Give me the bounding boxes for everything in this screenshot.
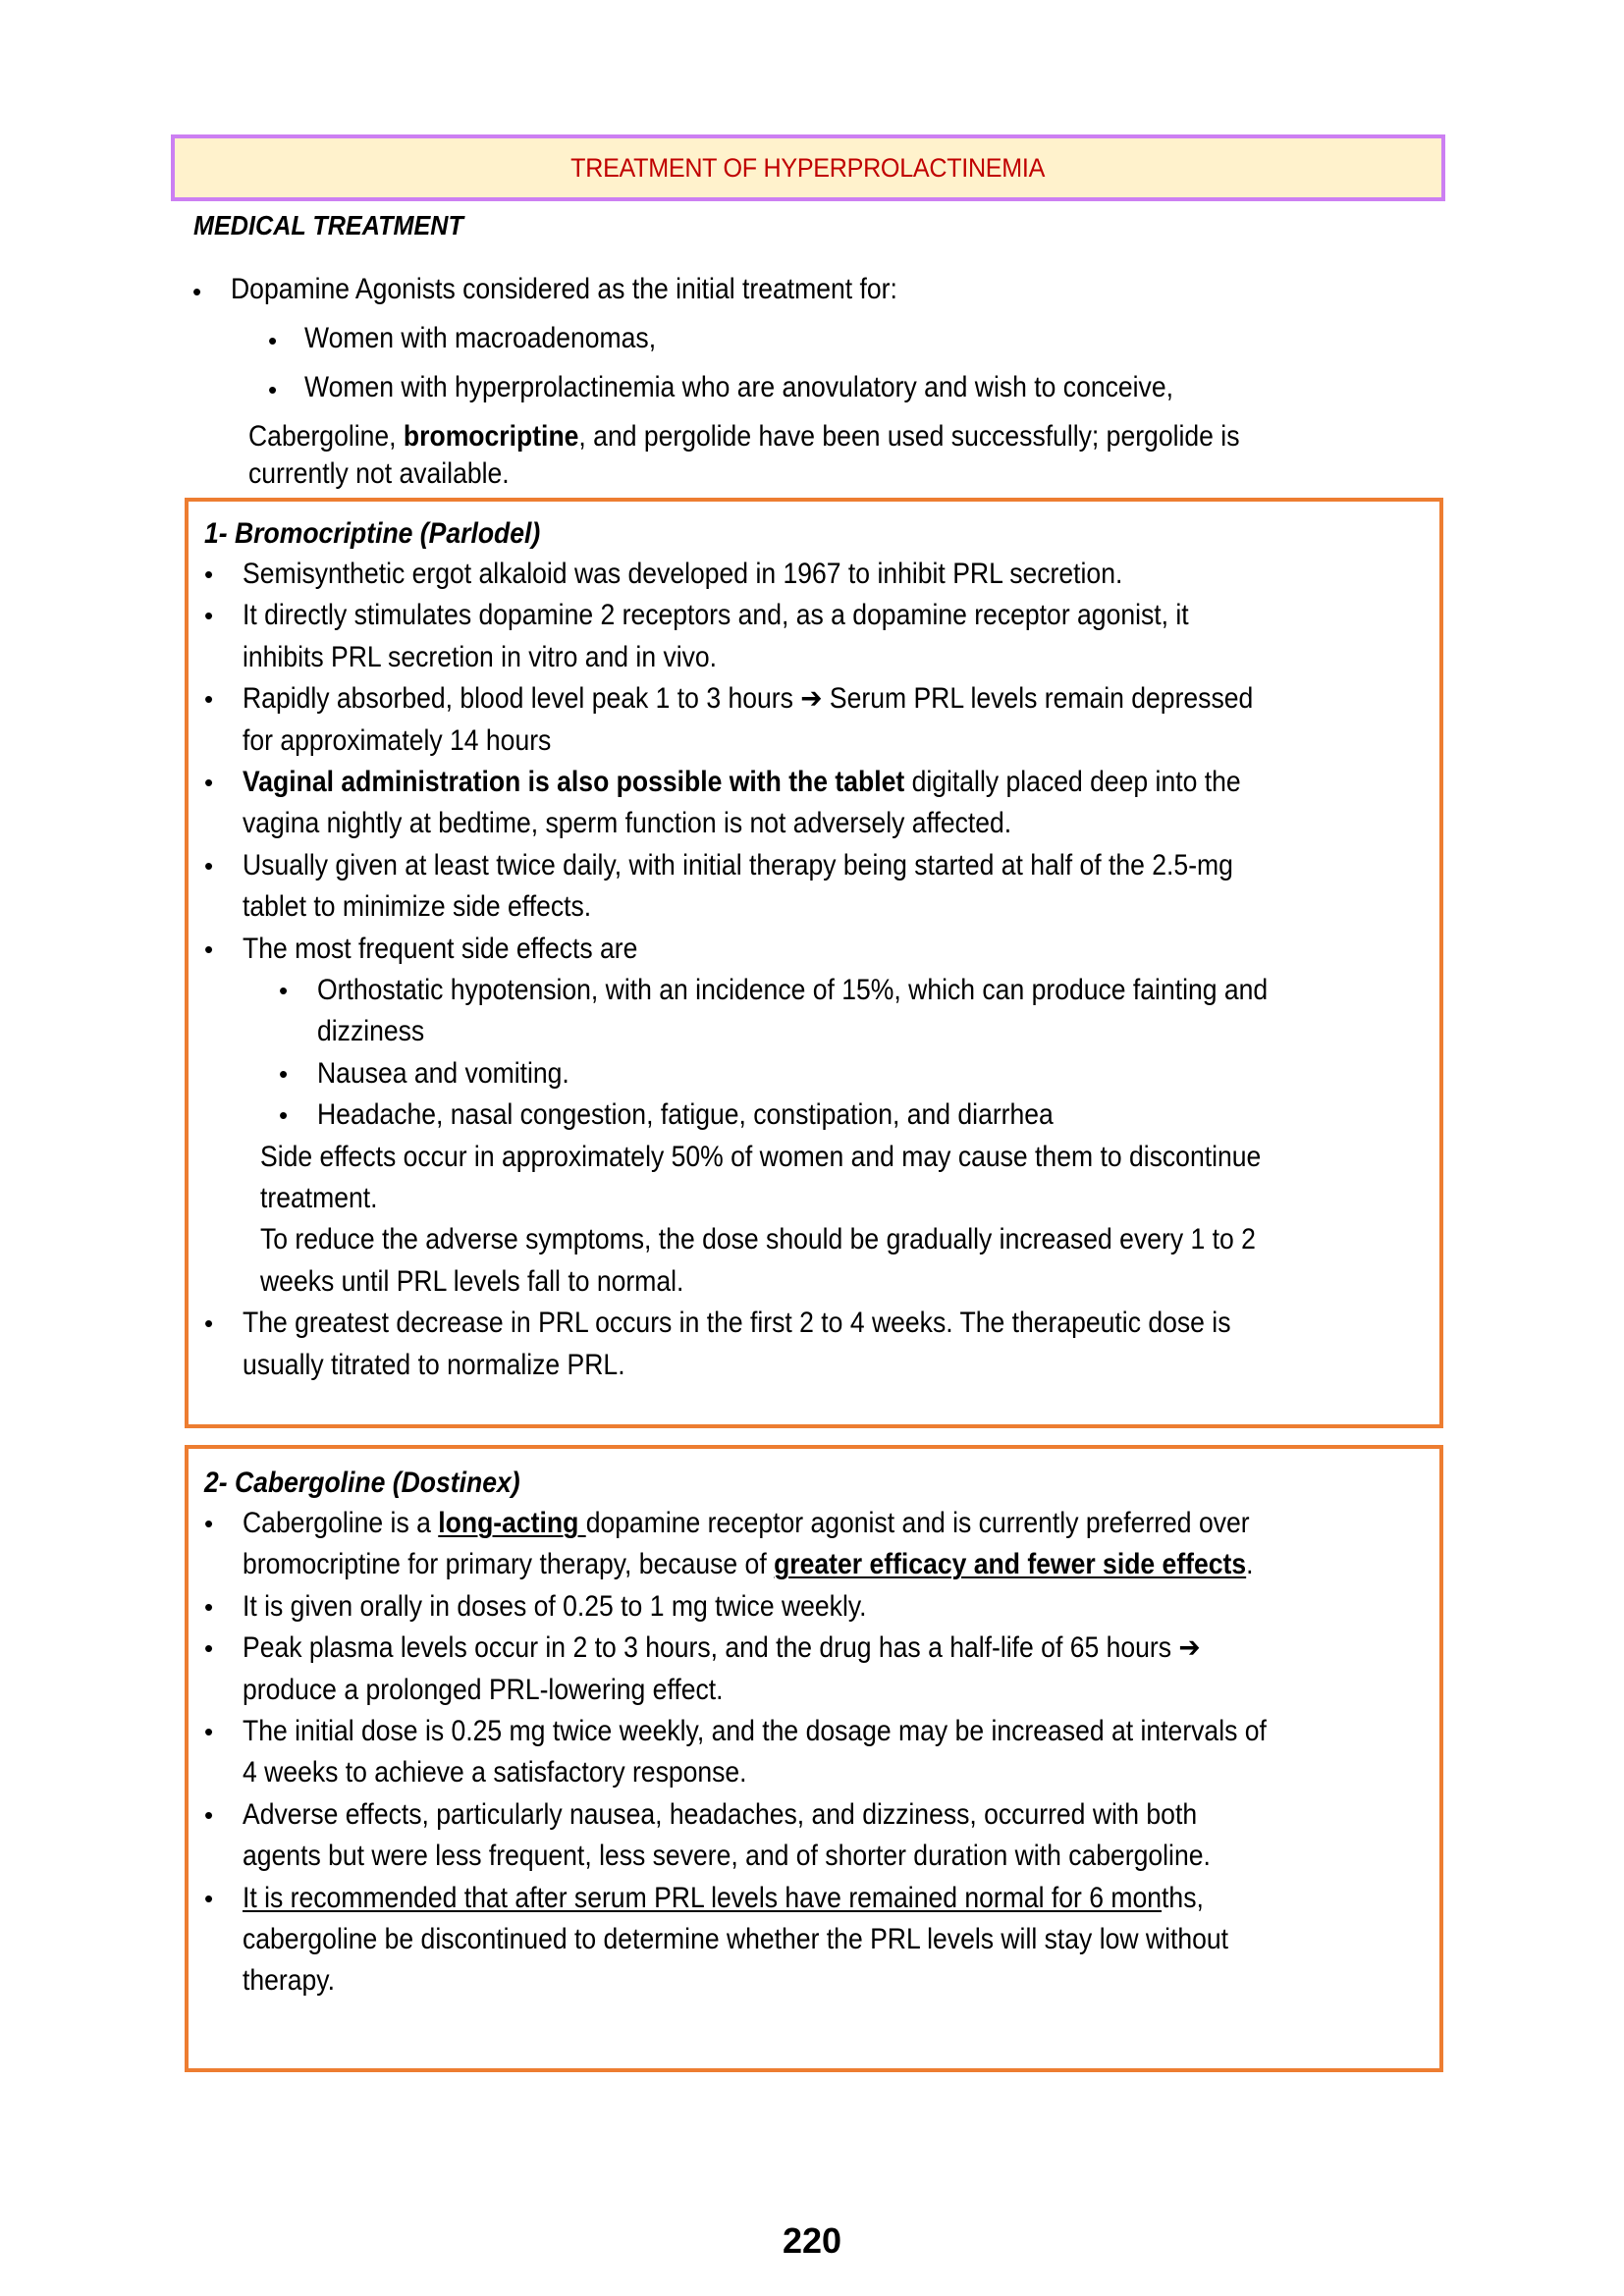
bullet-icon: • bbox=[204, 768, 214, 797]
box2-line bbox=[243, 1673, 724, 1706]
box2-line bbox=[243, 1550, 1254, 1579]
text-run: Cabergoline is a bbox=[243, 1507, 439, 1539]
text-run: therapy. bbox=[243, 1964, 335, 1998]
text-run: agents but were less frequent, less severe, and of shorter duration with cabergoline. bbox=[243, 1840, 1211, 1873]
text-run: Dopamine Agonists considered as the initial treatment for: bbox=[231, 273, 897, 305]
box2-line bbox=[243, 1509, 1250, 1538]
box2-line bbox=[243, 1758, 747, 1788]
text-run: Serum PRL levels remain depressed bbox=[822, 682, 1254, 716]
text-run: The most frequent side effects are bbox=[243, 932, 638, 965]
text-run: , and pergolide have been used successfully; pergolide is bbox=[578, 420, 1240, 453]
text-run: Rapidly absorbed, blood level peak 1 to 3 hours bbox=[243, 682, 801, 716]
box1-line bbox=[243, 848, 1233, 881]
box1-line bbox=[260, 1140, 1262, 1173]
page-number: 220 bbox=[782, 2220, 842, 2261]
intro-bullet bbox=[231, 275, 897, 304]
text-run: ➔ bbox=[1178, 1631, 1201, 1665]
cabergoline-title: 2- Cabergoline (Dostinex) bbox=[204, 1467, 520, 1499]
bullet-icon: • bbox=[268, 326, 278, 355]
text-run: Nausea and vomiting. bbox=[317, 1056, 569, 1090]
text-run: digitally placed deep into the bbox=[904, 766, 1241, 798]
text-run: The initial dose is 0.25 mg twice weekly, and the dosage may be increased at intervals of bbox=[243, 1715, 1267, 1747]
box1-line bbox=[243, 809, 1011, 838]
section-heading: MEDICAL TREATMENT bbox=[193, 210, 463, 240]
text-run: Usually given at least twice daily, with initial therapy being started at half of the 2.5-mg bbox=[243, 848, 1233, 881]
text-run: tablet to minimize side effects. bbox=[243, 890, 592, 924]
bullet-icon: • bbox=[204, 601, 214, 631]
box1-line bbox=[243, 684, 1253, 714]
bullet-icon: • bbox=[204, 850, 214, 881]
box2-line bbox=[243, 1633, 1201, 1663]
text-run: Side effects occur in approximately 50% of women and may cause them to discontinue bbox=[260, 1140, 1262, 1173]
text-run: currently not available. bbox=[248, 457, 510, 490]
box1-line bbox=[317, 976, 1268, 1005]
box1-line bbox=[243, 768, 1241, 797]
box2-line bbox=[243, 1966, 335, 1996]
text-run: Semisynthetic ergot alkaloid was developed in 1967 to inhibit PRL secretion. bbox=[243, 558, 1123, 590]
box1-line bbox=[243, 934, 637, 964]
text-run: ths, bbox=[1162, 1881, 1204, 1914]
text-run: Women with hyperprolactinemia who are anovulatory and wish to conceive, bbox=[304, 371, 1173, 403]
box2-line bbox=[243, 1797, 1198, 1831]
box1-line bbox=[243, 640, 718, 673]
box1-line bbox=[243, 1348, 625, 1381]
text-run: treatment. bbox=[260, 1182, 378, 1214]
box1-line bbox=[260, 1225, 1256, 1255]
bullet-icon: • bbox=[204, 1717, 214, 1746]
page-title: TREATMENT OF HYPERPROLACTINEMIA bbox=[570, 152, 1046, 183]
box2-line bbox=[243, 1717, 1267, 1746]
text-run: usually titrated to normalize PRL. bbox=[243, 1348, 625, 1381]
text-run: bromocriptine bbox=[403, 420, 579, 453]
box2-line bbox=[243, 1842, 1211, 1871]
box1-line bbox=[243, 1308, 1230, 1338]
bullet-icon: • bbox=[204, 1883, 214, 1913]
bullet-icon: • bbox=[204, 934, 214, 964]
text-run: ➔ bbox=[800, 682, 823, 716]
text-run: for approximately 14 hours bbox=[243, 723, 552, 757]
text-run: To reduce the adverse symptoms, the dose should be gradually increased every 1 to 2 bbox=[260, 1223, 1256, 1256]
text-run: Headache, nasal congestion, fatigue, constipation, and diarrhea bbox=[317, 1098, 1054, 1132]
box2-line bbox=[243, 1881, 1204, 1914]
text-run: dizziness bbox=[317, 1015, 425, 1048]
box1-line bbox=[243, 723, 552, 757]
text-run: cabergoline be discontinued to determine whether the PRL levels will stay low without bbox=[243, 1923, 1229, 1955]
bullet-icon: • bbox=[204, 560, 214, 589]
text-run: Cabergoline, bbox=[248, 420, 404, 453]
box1-line bbox=[243, 892, 591, 922]
text-run: Vaginal administration is also possible with the tablet bbox=[243, 766, 905, 798]
bullet-icon: • bbox=[279, 1058, 289, 1089]
box1-line bbox=[260, 1264, 684, 1298]
bullet-icon: • bbox=[204, 684, 214, 715]
bullet-icon: • bbox=[268, 375, 278, 404]
box1-line bbox=[317, 1017, 424, 1046]
bullet-icon: • bbox=[204, 1799, 214, 1830]
text-run: It is given orally in doses of 0.25 to 1 mg twice weekly. bbox=[243, 1589, 867, 1623]
box1-line bbox=[260, 1184, 378, 1213]
text-run: weeks until PRL levels fall to normal. bbox=[260, 1264, 684, 1298]
text-run: bromocriptine for primary therapy, because of bbox=[243, 1548, 775, 1581]
box1-line bbox=[243, 560, 1122, 589]
bullet-icon: • bbox=[204, 1308, 214, 1339]
intro-note-line bbox=[248, 422, 1239, 452]
bullet-icon: • bbox=[279, 1100, 289, 1131]
text-run: produce a prolonged PRL-lowering effect. bbox=[243, 1673, 724, 1706]
text-run: . bbox=[1246, 1548, 1254, 1581]
intro-sub-bullet bbox=[304, 324, 656, 353]
text-run: It is recommended that after serum PRL levels have remained normal for 6 mon bbox=[243, 1881, 1163, 1914]
bullet-icon: • bbox=[279, 976, 289, 1005]
bullet-icon: • bbox=[204, 1633, 214, 1664]
text-run: Adverse effects, particularly nausea, headaches, and dizziness, occurred with both bbox=[243, 1797, 1198, 1831]
box1-line bbox=[317, 1100, 1054, 1130]
text-run: 4 weeks to achieve a satisfactory response. bbox=[243, 1756, 747, 1789]
text-run: vagina nightly at bedtime, sperm function is not adversely affected. bbox=[243, 807, 1012, 840]
bullet-icon: • bbox=[204, 1509, 214, 1538]
bullet-icon: • bbox=[204, 1591, 214, 1622]
text-run: It directly stimulates dopamine 2 receptors and, as a dopamine receptor agonist, it bbox=[243, 599, 1189, 632]
intro-note-line bbox=[248, 459, 510, 489]
box2-line bbox=[243, 1589, 867, 1623]
box1-line bbox=[317, 1056, 569, 1090]
text-run: greater efficacy and fewer side effects bbox=[774, 1548, 1247, 1581]
box1-line bbox=[243, 601, 1189, 630]
text-run: The greatest decrease in PRL occurs in the first 2 to 4 weeks. The therapeutic dose is bbox=[243, 1307, 1231, 1340]
text-run: inhibits PRL secretion in vitro and in vivo. bbox=[243, 640, 718, 673]
bullet-icon: • bbox=[192, 277, 202, 306]
bromocriptine-title: 1- Bromocriptine (Parlodel) bbox=[204, 517, 541, 550]
text-run: Peak plasma levels occur in 2 to 3 hours, and the drug has a half-life of 65 hours bbox=[243, 1631, 1179, 1665]
text-run: long-acting bbox=[438, 1507, 586, 1539]
box2-line bbox=[243, 1925, 1228, 1954]
text-run: Women with macroadenomas, bbox=[304, 322, 657, 354]
title-banner bbox=[171, 134, 1445, 201]
intro-sub-bullet bbox=[304, 373, 1173, 402]
text-run: Orthostatic hypotension, with an incidence of 15%, which can produce fainting and bbox=[317, 974, 1269, 1006]
text-run: dopamine receptor agonist and is currently preferred over bbox=[585, 1507, 1250, 1539]
